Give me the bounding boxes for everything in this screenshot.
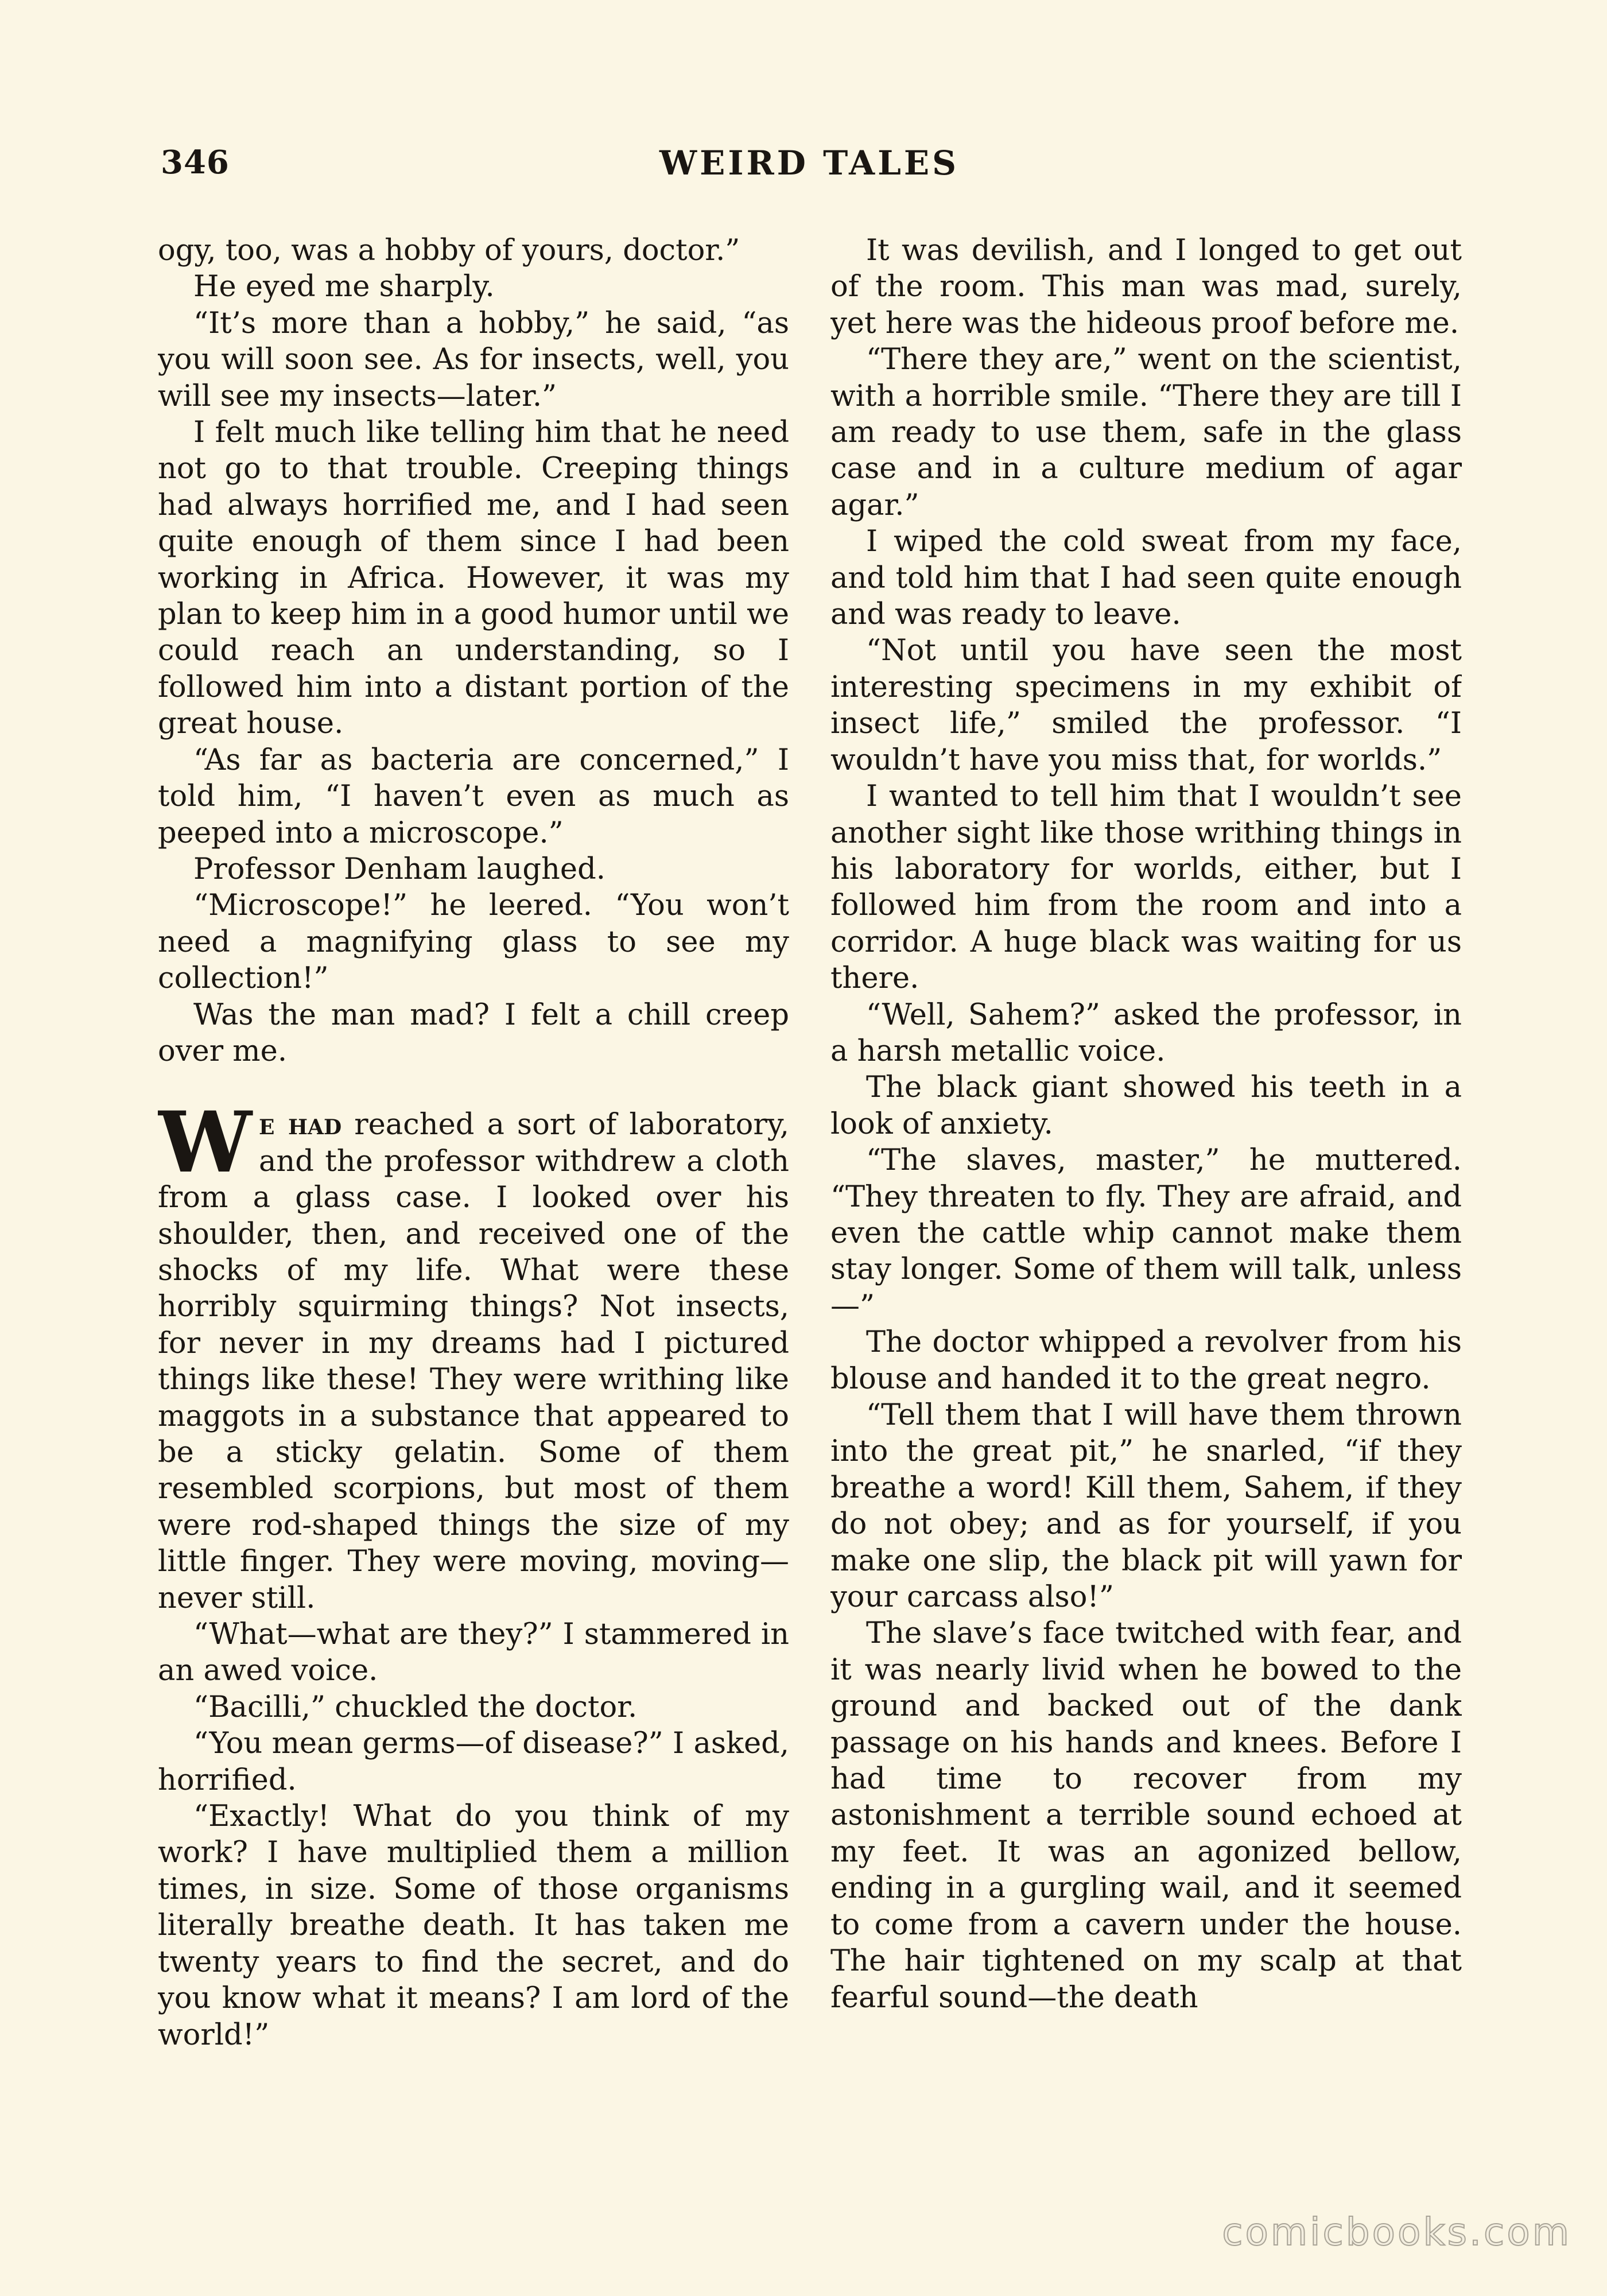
section-opening-text: reached a sort of laboratory, and the professor withdrew a cloth from a glass case. I looked over his shoulder, then, and received one of the shocks of my life. What were these horribly squirming things? Not insects, for never in my dreams had I pictured things like these! They were writhing like maggots in a substance that appeared to be a sticky gelatin. Some of them resembled scorpions, but most of them were rod-shaped things the size of my little finger. They were moving, moving—never still. [158,1108,789,1615]
paragraph: “What—what are they?” I stammered in an awed voice. [158,1618,789,1688]
paragraph: The slave’s face twitched with fear, and it was nearly livid when he bowed to the ground and backed out of the dank passage on his hands and knees. Before I had time to recover from my astonishment a terrible sound echoed at my feet. It was an agonized bellow, ending in a gurgling wail, and it seemed to come from a cavern under the house. The hair tightened on my scalp at that fearful sound—the death [830,1616,1462,2015]
left-column-paragraphs-after [158,1616,789,2053]
watermark: comicbooks.com [1222,2210,1571,2254]
page-header [161,144,1458,189]
paragraph: The doctor whipped a revolver from his blouse and handed it to the great negro. [830,1325,1462,1396]
paragraph: “Exactly! What do you think of my work? I have multiplied them a million times, in size. Some of those organisms literally breathe death. It has taken me twenty years to find the secret, and do you know what it means? I am lord of the world!” [158,1799,789,2052]
paragraph: He eyed me sharply. [193,270,495,304]
left-column-paragraphs [158,232,789,1069]
page-number: 346 [161,144,230,181]
paragraph: “You mean germs—of disease?” I asked, horrified. [158,1727,789,1797]
right-column-paragraphs [830,232,1462,2016]
paragraph: “Not until you have seen the most interesting specimens in my exhibit of insect life,” smiled the professor. “I wouldn’t have you miss that, for worlds.” [830,634,1462,777]
paragraph: It was devilish, and I longed to get out of the room. This man was mad, surely, yet here was the hideous proof before me. [830,234,1462,340]
section-opening-paragraph [158,1093,789,1616]
paragraph: ogy, too, was a hobby of yours, doctor.” [158,234,740,267]
paragraph: I wiped the cold sweat from my face, and told him that I had seen quite enough and was ready to leave. [830,525,1462,632]
paragraph: “Well, Sahem?” asked the professor, in a harsh metallic voice. [830,998,1462,1068]
paragraph: “Bacilli,” chuckled the doctor. [193,1690,638,1724]
paragraph: I wanted to tell him that I wouldn’t see another sight like those writhing things in his laboratory for worlds, either, but I followed him from the room and into a corridor. A huge black was waiting for us there. [830,779,1462,996]
paragraph: “As far as bacteria are concerned,” I told him, “I haven’t even as much as peeped into a microscope.” [158,743,789,850]
paragraph: “The slaves, master,” he muttered. “They threaten to fly. They are afraid, and even the cattle whip cannot make them stay longer. Some of them will talk, unless—” [830,1143,1462,1323]
paragraph: “Microscope!” he leered. “You won’t need a magnifying glass to see my collection!” [158,889,789,996]
right-column [830,232,1462,2144]
paragraph: I felt much like telling him that he need not go to that trouble. Creeping things had always horrified me, and I had seen quite enough of them since I had been working in Africa. However, it was my plan to keep him in a good humor until we could reach an understanding, so I followed him into a distant portion of the great house. [158,416,789,741]
paragraph: “It’s more than a hobby,” he said, “as you will soon see. As for insects, well, you will see my insects—later.” [158,306,789,413]
small-caps-lead: e had [258,1107,342,1142]
drop-cap: W [158,1093,252,1192]
paragraph: “Tell them that I will have them thrown into the great pit,” he snarled, “if they breathe a word! Kill them, Sahem, if they do not obey; and as for yourself, if you make one slip, the black pit will yawn for your carcass also!” [830,1398,1462,1615]
running-head: WEIRD TALES [659,144,960,183]
paragraph: The black giant showed his teeth in a look of anxiety. [830,1071,1462,1141]
paragraph: Professor Denham laughed. [193,852,605,886]
paragraph: Was the man mad? I felt a chill creep over me. [158,998,789,1068]
paragraph: “There they are,” went on the scientist, with a horrible smile. “There they are till I am ready to use them, safe in the glass case and in a culture medium of agar agar.” [830,343,1462,522]
left-column [158,232,789,2144]
